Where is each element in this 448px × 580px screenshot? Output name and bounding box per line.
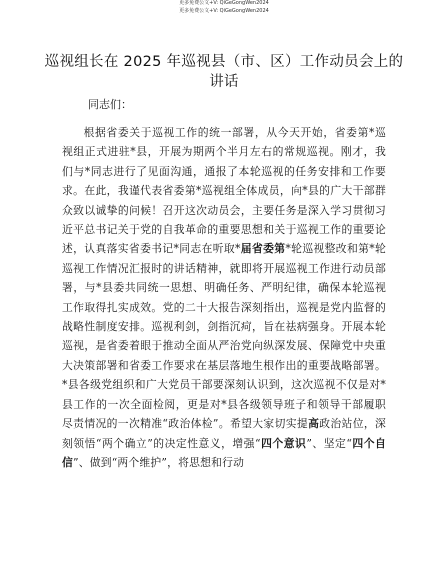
body-text-emphasis-2: 高 <box>308 417 320 431</box>
document-title: 巡视组长在 2025 年巡视县（市、区）工作动员会上的讲话 <box>44 54 404 90</box>
watermark-line-1: 更多免费公文+V: QiGeGongWen2024 <box>179 0 269 6</box>
body-text-emphasis-4: 四个自信 <box>62 436 386 469</box>
body-paragraph <box>62 123 386 472</box>
body-text-part-5: ”、做到“两个维护”，将思想和行动 <box>73 455 245 469</box>
greeting: 同志们： <box>88 98 132 111</box>
body-text-part-2: *轮巡视整改和第*轮巡视工作情况汇报时的讲话精神，就即将开展巡视工作进行动员部署，与*县委共同统一思想、明确任务、严明纪律，确保本轮巡视工作取得扎实成效。党的二十大报告深刻指出，巡视是党内监督的战略性制度安排。巡视利剑，剑指沉疴，旨在祛病强身。开展本轮巡视，是省委着眼于推动全面从严治党向纵深发展、保障党中央重大决策部署和省委工作要求在基层落地生根作出的重要战略部署。*县各级党组织和广大党员干部要深刻认识到，这次巡视不仅是对*县工作的一次全面检阅，更是对*县各级领导班子和领导干部履职尽责情况的一次精准“政治体检”。希望大家切实提 <box>62 242 386 431</box>
body-text-emphasis-1: 届省委第 <box>240 242 286 256</box>
body-text-emphasis-3: 四个意识 <box>260 436 307 450</box>
body-text-part-4: ”、坚定“ <box>306 436 353 450</box>
body-text-part-3: 政治站位，深刻领悟“两个确立”的决定性意义，增强“ <box>62 417 387 450</box>
watermark-line-2: 更多免费公文+V: QiGeGongWen2024 <box>179 8 269 14</box>
body-text-part-1: 根据省委关于巡视工作的统一部署，从今天开始，省委第*巡视组正式进驻*县，开展为期两个半月左右的常规巡视。刚才，我们与*同志进行了见面沟通，通报了本轮巡视的任务安排和工作要求。在此，我谨代表省委第*巡视组全体成员，向*县的广大干部群众致以诚挚的问候！召开这次动员会，主要任务是深入学习贯彻习近平总书记关于党的自我革命的重要思想和关于巡视工作的重要论述，认真落实省委书记*同志在听取* <box>62 126 386 256</box>
